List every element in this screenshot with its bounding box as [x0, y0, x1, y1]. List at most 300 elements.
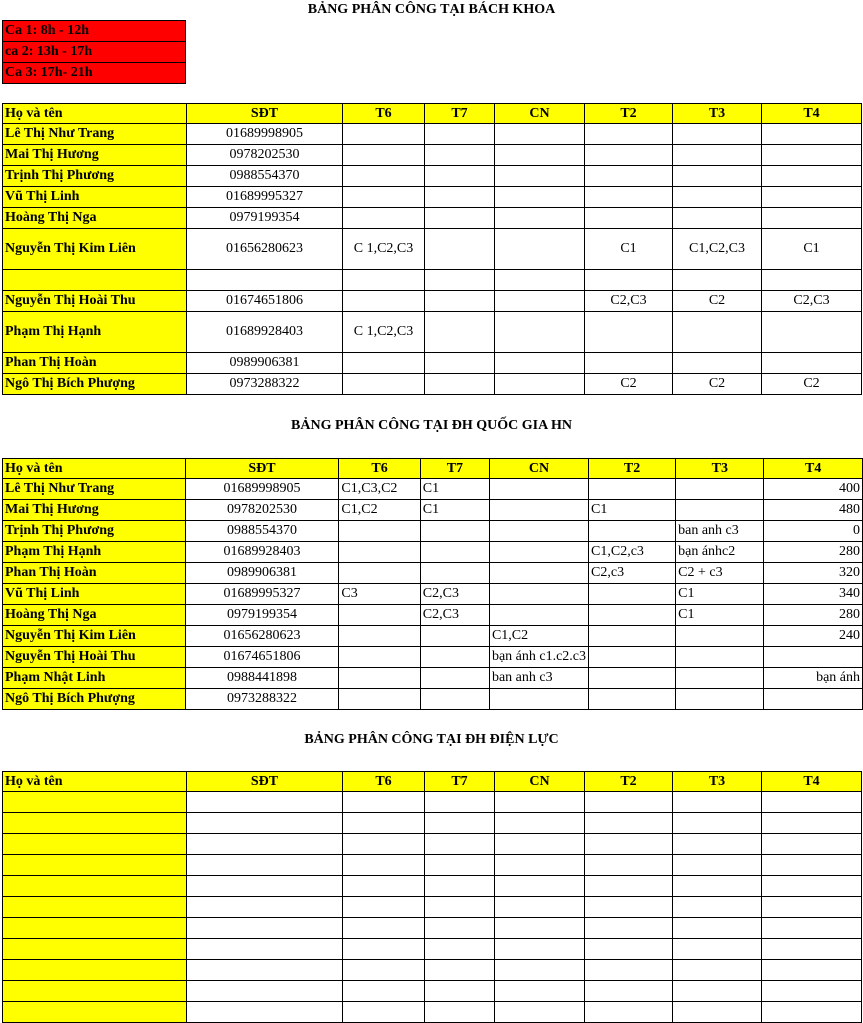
cell-t6[interactable]	[343, 960, 425, 981]
table-row	[3, 229, 862, 270]
cell-cn[interactable]	[495, 229, 585, 270]
cell-name[interactable]: Hoàng Thị Nga	[3, 208, 187, 229]
cell-t7[interactable]	[425, 960, 495, 981]
cell-t4[interactable]	[762, 1002, 862, 1023]
cell-t2[interactable]: C1	[589, 500, 676, 521]
cell-cn[interactable]	[495, 374, 585, 395]
cell-t2[interactable]	[585, 145, 673, 166]
cell-name[interactable]	[3, 834, 187, 855]
cell-name[interactable]: Trịnh Thị Phương	[3, 166, 187, 187]
cell-t3[interactable]	[676, 500, 764, 521]
cell-phone[interactable]: 0989906381	[187, 353, 343, 374]
cell-t4[interactable]	[762, 208, 862, 229]
cell-phone[interactable]: 01689928403	[187, 312, 343, 353]
cell-t3[interactable]	[676, 668, 764, 689]
cell-t3[interactable]	[673, 792, 762, 813]
cell-t2[interactable]	[585, 813, 673, 834]
cell-phone[interactable]: 01689928403	[185, 542, 339, 563]
cell-t3[interactable]	[676, 626, 764, 647]
header-t6: T6	[343, 104, 425, 124]
cell-phone[interactable]	[187, 918, 343, 939]
cell-t6[interactable]	[339, 626, 420, 647]
cell-phone[interactable]: 01656280623	[187, 229, 343, 270]
cell-cn[interactable]: bạn ánh c1.c2.c3	[489, 647, 588, 668]
cell-t3[interactable]	[676, 479, 764, 500]
cell-phone[interactable]	[187, 960, 343, 981]
cell-t2[interactable]: C2	[585, 374, 673, 395]
cell-t2[interactable]	[585, 939, 673, 960]
cell-phone[interactable]	[187, 897, 343, 918]
cell-cn[interactable]	[495, 897, 585, 918]
cell-name[interactable]: Nguyễn Thị Hoài Thu	[3, 291, 187, 312]
table-row	[3, 792, 862, 813]
cell-t2[interactable]: C1,C2,c3	[589, 542, 676, 563]
cell-name[interactable]: Nguyễn Thị Kim Liên	[3, 229, 187, 270]
cell-t3[interactable]	[673, 939, 762, 960]
table-row	[3, 981, 862, 1002]
cell-t2[interactable]	[585, 270, 673, 291]
cell-t6[interactable]: C1,C3,C2	[339, 479, 420, 500]
cell-t7[interactable]	[420, 626, 489, 647]
cell-t4[interactable]	[762, 834, 862, 855]
table-row	[3, 166, 862, 187]
cell-t7[interactable]	[425, 855, 495, 876]
cell-t2[interactable]	[585, 855, 673, 876]
cell-phone[interactable]: 01656280623	[185, 626, 339, 647]
cell-t2[interactable]	[585, 124, 673, 145]
cell-t2[interactable]	[585, 312, 673, 353]
cell-t6[interactable]	[343, 855, 425, 876]
cell-t2[interactable]	[589, 521, 676, 542]
cell-t7[interactable]	[425, 1002, 495, 1023]
cell-t4[interactable]: C2,C3	[762, 291, 862, 312]
cell-t7[interactable]	[425, 166, 495, 187]
cell-name[interactable]	[3, 939, 187, 960]
shift-legend	[2, 20, 186, 84]
cell-t7[interactable]	[420, 542, 489, 563]
cell-t6[interactable]: C1,C2	[339, 500, 420, 521]
cell-name[interactable]	[3, 813, 187, 834]
table-row	[3, 208, 862, 229]
cell-name[interactable]: Nguyễn Thị Kim Liên	[3, 626, 186, 647]
cell-t6[interactable]	[339, 668, 420, 689]
cell-t2[interactable]	[589, 647, 676, 668]
cell-t4[interactable]	[762, 855, 862, 876]
cell-t6[interactable]	[339, 521, 420, 542]
table-row	[3, 960, 862, 981]
cell-t4[interactable]: 240	[764, 626, 863, 647]
table-row	[3, 605, 863, 626]
cell-t3[interactable]: ban anh c3	[676, 521, 764, 542]
cell-name[interactable]: Ngô Thị Bích Phượng	[3, 689, 186, 710]
cell-name[interactable]	[3, 1002, 187, 1023]
cell-name[interactable]	[3, 855, 187, 876]
cell-t7[interactable]	[425, 897, 495, 918]
cell-name[interactable]	[3, 876, 187, 897]
cell-cn[interactable]	[489, 521, 588, 542]
cell-cn[interactable]	[489, 563, 588, 584]
cell-t4[interactable]	[762, 353, 862, 374]
table-row	[3, 626, 863, 647]
header-name: Họ và tên	[3, 104, 187, 124]
cell-t6[interactable]: C 1,C2,C3	[343, 312, 425, 353]
table-row	[3, 918, 862, 939]
cell-t6[interactable]	[343, 897, 425, 918]
cell-cn[interactable]	[495, 270, 585, 291]
cell-t6[interactable]	[343, 918, 425, 939]
cell-t6[interactable]	[339, 647, 420, 668]
cell-t6[interactable]	[343, 166, 425, 187]
section-title-bach-khoa: BẢNG PHÂN CÔNG TẠI BÁCH KHOA	[307, 2, 556, 17]
cell-t7[interactable]	[425, 270, 495, 291]
cell-t3[interactable]	[673, 312, 762, 353]
cell-t4[interactable]	[764, 647, 863, 668]
cell-phone[interactable]: 01689995327	[185, 584, 339, 605]
header-t3: T3	[673, 772, 762, 792]
cell-t2[interactable]: C2,c3	[589, 563, 676, 584]
cell-t3[interactable]	[673, 1002, 762, 1023]
cell-t6[interactable]: C 1,C2,C3	[343, 229, 425, 270]
table-row	[3, 647, 863, 668]
cell-name[interactable]: Ngô Thị Bích Phượng	[3, 374, 187, 395]
cell-t2[interactable]	[589, 479, 676, 500]
table-row	[3, 1002, 862, 1023]
cell-t2[interactable]	[585, 187, 673, 208]
cell-name[interactable]: Vũ Thị Linh	[3, 187, 187, 208]
cell-cn[interactable]	[495, 187, 585, 208]
cell-t7[interactable]	[420, 521, 489, 542]
cell-t2[interactable]	[585, 960, 673, 981]
cell-cn[interactable]	[495, 124, 585, 145]
cell-name[interactable]	[3, 897, 187, 918]
cell-t6[interactable]: C3	[339, 584, 420, 605]
cell-t3[interactable]	[673, 834, 762, 855]
cell-name[interactable]	[3, 960, 187, 981]
cell-t6[interactable]	[343, 291, 425, 312]
cell-t7[interactable]	[425, 208, 495, 229]
header-t3: T3	[676, 459, 764, 479]
cell-phone[interactable]: 01689998905	[187, 124, 343, 145]
cell-name[interactable]	[3, 981, 187, 1002]
cell-t2[interactable]: C2,C3	[585, 291, 673, 312]
cell-t7[interactable]	[425, 813, 495, 834]
cell-t3[interactable]	[673, 124, 762, 145]
cell-t2[interactable]	[589, 668, 676, 689]
cell-t3[interactable]	[673, 353, 762, 374]
table-row	[3, 353, 862, 374]
cell-cn[interactable]	[495, 960, 585, 981]
cell-t2[interactable]	[589, 626, 676, 647]
cell-t2[interactable]	[585, 166, 673, 187]
cell-phone[interactable]: 0978202530	[187, 145, 343, 166]
cell-t6[interactable]	[343, 145, 425, 166]
cell-t2[interactable]	[589, 605, 676, 626]
cell-t7[interactable]	[425, 312, 495, 353]
cell-t2[interactable]: C1	[585, 229, 673, 270]
cell-t4[interactable]: C2	[762, 374, 862, 395]
cell-cn[interactable]: C1,C2	[489, 626, 588, 647]
cell-cn[interactable]: ban anh c3	[489, 668, 588, 689]
cell-t7[interactable]	[425, 792, 495, 813]
cell-cn[interactable]	[495, 981, 585, 1002]
cell-phone[interactable]	[187, 1002, 343, 1023]
cell-phone[interactable]: 0973288322	[187, 374, 343, 395]
cell-phone[interactable]: 0973288322	[185, 689, 339, 710]
cell-t6[interactable]	[339, 605, 420, 626]
cell-t7[interactable]	[425, 187, 495, 208]
cell-cn[interactable]	[495, 208, 585, 229]
cell-t7[interactable]	[425, 918, 495, 939]
header-name: Họ và tên	[3, 459, 186, 479]
cell-name[interactable]: Lê Thị Như Trang	[3, 479, 186, 500]
cell-t2[interactable]	[585, 353, 673, 374]
cell-t4[interactable]: 320	[764, 563, 863, 584]
section-title-dien-luc: BẢNG PHÂN CÔNG TẠI ĐH ĐIỆN LỰC	[304, 732, 559, 747]
cell-cn[interactable]	[495, 353, 585, 374]
cell-t7[interactable]: C2,C3	[420, 605, 489, 626]
cell-phone[interactable]: 0988554370	[185, 521, 339, 542]
cell-t4[interactable]: 480	[764, 500, 863, 521]
cell-t3[interactable]	[673, 981, 762, 1002]
cell-t4[interactable]	[764, 689, 863, 710]
cell-t3[interactable]	[673, 918, 762, 939]
cell-t4[interactable]	[762, 918, 862, 939]
cell-t2[interactable]	[585, 876, 673, 897]
cell-t7[interactable]	[425, 981, 495, 1002]
cell-cn[interactable]	[489, 689, 588, 710]
header-cn: CN	[495, 104, 585, 124]
cell-t4[interactable]	[762, 981, 862, 1002]
cell-t4[interactable]: 280	[764, 542, 863, 563]
cell-t7[interactable]	[420, 647, 489, 668]
cell-t6[interactable]	[343, 270, 425, 291]
cell-name[interactable]	[3, 270, 187, 291]
cell-t4[interactable]: 280	[764, 605, 863, 626]
cell-t6[interactable]	[343, 876, 425, 897]
cell-t6[interactable]	[339, 689, 420, 710]
cell-t4[interactable]: 0	[764, 521, 863, 542]
header-phone: SĐT	[187, 772, 343, 792]
cell-t2[interactable]	[585, 834, 673, 855]
cell-t7[interactable]	[425, 145, 495, 166]
cell-cn[interactable]	[495, 1002, 585, 1023]
cell-name[interactable]: Mai Thị Hương	[3, 500, 186, 521]
cell-t7[interactable]	[420, 689, 489, 710]
table-row	[3, 563, 863, 584]
cell-t3[interactable]	[673, 208, 762, 229]
table-row	[3, 542, 863, 563]
cell-t4[interactable]	[762, 792, 862, 813]
table-row	[3, 689, 863, 710]
cell-t6[interactable]	[343, 792, 425, 813]
table-row	[3, 500, 863, 521]
table-row	[3, 479, 863, 500]
cell-t4[interactable]: 400	[764, 479, 863, 500]
cell-t2[interactable]	[585, 918, 673, 939]
cell-t4[interactable]	[762, 124, 862, 145]
cell-cn[interactable]	[495, 145, 585, 166]
cell-t2[interactable]	[585, 897, 673, 918]
cell-t4[interactable]	[762, 312, 862, 353]
table-row	[3, 939, 862, 960]
cell-t3[interactable]	[673, 270, 762, 291]
cell-t3[interactable]: bạn ánhc2	[676, 542, 764, 563]
cell-t4[interactable]: 340	[764, 584, 863, 605]
cell-phone[interactable]	[187, 855, 343, 876]
table-dien-luc	[2, 771, 862, 1023]
cell-t6[interactable]	[343, 813, 425, 834]
cell-cn[interactable]	[489, 605, 588, 626]
cell-t6[interactable]	[343, 208, 425, 229]
cell-t4[interactable]: C1	[762, 229, 862, 270]
cell-t2[interactable]	[585, 208, 673, 229]
cell-t7[interactable]	[425, 876, 495, 897]
cell-t2[interactable]	[585, 1002, 673, 1023]
cell-name[interactable]: Phan Thị Hoàn	[3, 353, 187, 374]
cell-name[interactable]: Phan Thị Hoàn	[3, 563, 186, 584]
cell-t7[interactable]	[425, 229, 495, 270]
cell-name[interactable]: Vũ Thị Linh	[3, 584, 186, 605]
cell-t6[interactable]	[343, 187, 425, 208]
cell-cn[interactable]	[489, 500, 588, 521]
cell-t4[interactable]	[762, 876, 862, 897]
cell-t3[interactable]	[673, 166, 762, 187]
cell-cn[interactable]	[489, 542, 588, 563]
cell-t3[interactable]	[676, 647, 764, 668]
cell-t2[interactable]	[589, 584, 676, 605]
cell-name[interactable]: Trịnh Thị Phương	[3, 521, 186, 542]
cell-phone[interactable]: 0978202530	[185, 500, 339, 521]
cell-t6[interactable]	[343, 1002, 425, 1023]
cell-t6[interactable]	[343, 353, 425, 374]
cell-t3[interactable]: C1	[676, 605, 764, 626]
cell-t4[interactable]	[762, 960, 862, 981]
cell-t7[interactable]	[420, 563, 489, 584]
cell-t7[interactable]	[425, 834, 495, 855]
cell-cn[interactable]	[495, 918, 585, 939]
cell-t4[interactable]	[762, 145, 862, 166]
cell-t3[interactable]	[676, 689, 764, 710]
cell-t7[interactable]: C2,C3	[420, 584, 489, 605]
cell-t6[interactable]	[339, 563, 420, 584]
cell-cn[interactable]	[495, 813, 585, 834]
cell-t3[interactable]	[673, 876, 762, 897]
cell-phone[interactable]	[187, 834, 343, 855]
cell-name[interactable]	[3, 792, 187, 813]
cell-name[interactable]: Lê Thị Như Trang	[3, 124, 187, 145]
cell-t3[interactable]: C1	[676, 584, 764, 605]
cell-phone[interactable]: 0989906381	[185, 563, 339, 584]
cell-t3[interactable]	[673, 813, 762, 834]
cell-t4[interactable]	[762, 187, 862, 208]
cell-cn[interactable]	[495, 834, 585, 855]
header-row	[3, 104, 862, 124]
cell-t6[interactable]	[343, 374, 425, 395]
cell-t4[interactable]	[762, 939, 862, 960]
cell-phone[interactable]: 0979199354	[185, 605, 339, 626]
cell-phone[interactable]	[187, 939, 343, 960]
cell-phone[interactable]: 0979199354	[187, 208, 343, 229]
cell-t3[interactable]	[673, 187, 762, 208]
cell-t6[interactable]	[343, 124, 425, 145]
cell-phone[interactable]	[187, 876, 343, 897]
cell-phone[interactable]	[187, 270, 343, 291]
cell-cn[interactable]	[489, 479, 588, 500]
table-bach-khoa	[2, 103, 862, 395]
header-t7: T7	[425, 104, 495, 124]
cell-t7[interactable]: C1	[420, 479, 489, 500]
cell-t7[interactable]: C1	[420, 500, 489, 521]
cell-phone[interactable]: 0988554370	[187, 166, 343, 187]
cell-name[interactable]: Phạm Nhật Linh	[3, 668, 186, 689]
cell-t3[interactable]: C2	[673, 374, 762, 395]
cell-t3[interactable]	[673, 145, 762, 166]
cell-t4[interactable]	[762, 166, 862, 187]
cell-t6[interactable]	[343, 834, 425, 855]
cell-t4[interactable]	[762, 813, 862, 834]
cell-t3[interactable]: C2 + c3	[676, 563, 764, 584]
cell-cn[interactable]	[495, 939, 585, 960]
cell-name[interactable]: Phạm Thị Hạnh	[3, 542, 186, 563]
cell-cn[interactable]	[495, 166, 585, 187]
cell-t3[interactable]: C2	[673, 291, 762, 312]
header-t2: T2	[585, 104, 673, 124]
cell-phone[interactable]	[187, 813, 343, 834]
cell-t7[interactable]	[425, 291, 495, 312]
cell-phone[interactable]: 01674651806	[185, 647, 339, 668]
cell-t4[interactable]	[762, 897, 862, 918]
cell-t2[interactable]	[589, 689, 676, 710]
cell-t3[interactable]	[673, 855, 762, 876]
cell-name[interactable]	[3, 918, 187, 939]
cell-t7[interactable]	[425, 939, 495, 960]
cell-phone[interactable]: 01689995327	[187, 187, 343, 208]
cell-t7[interactable]	[425, 374, 495, 395]
cell-phone[interactable]	[187, 792, 343, 813]
cell-cn[interactable]	[495, 876, 585, 897]
cell-t2[interactable]	[585, 981, 673, 1002]
cell-t6[interactable]	[343, 939, 425, 960]
table-row	[3, 855, 862, 876]
cell-t3[interactable]: C1,C2,C3	[673, 229, 762, 270]
cell-t7[interactable]	[420, 668, 489, 689]
cell-t3[interactable]	[673, 897, 762, 918]
cell-phone[interactable]: 01674651806	[187, 291, 343, 312]
cell-cn[interactable]	[495, 855, 585, 876]
cell-t2[interactable]	[585, 792, 673, 813]
cell-cn[interactable]	[489, 584, 588, 605]
cell-phone[interactable]: 0988441898	[185, 668, 339, 689]
table-row	[3, 270, 862, 291]
cell-phone[interactable]: 01689998905	[185, 479, 339, 500]
cell-t3[interactable]	[673, 960, 762, 981]
cell-t6[interactable]	[339, 542, 420, 563]
cell-cn[interactable]	[495, 291, 585, 312]
cell-name[interactable]: Hoàng Thị Nga	[3, 605, 186, 626]
cell-cn[interactable]	[495, 312, 585, 353]
cell-phone[interactable]	[187, 981, 343, 1002]
cell-t6[interactable]	[343, 981, 425, 1002]
cell-cn[interactable]	[495, 792, 585, 813]
header-t4: T4	[762, 772, 862, 792]
cell-t7[interactable]	[425, 124, 495, 145]
cell-t4[interactable]	[762, 270, 862, 291]
cell-t7[interactable]	[425, 353, 495, 374]
cell-name[interactable]: Phạm Thị Hạnh	[3, 312, 187, 353]
cell-t4[interactable]: bạn ánh	[764, 668, 863, 689]
cell-name[interactable]: Nguyễn Thị Hoài Thu	[3, 647, 186, 668]
cell-name[interactable]: Mai Thị Hương	[3, 145, 187, 166]
